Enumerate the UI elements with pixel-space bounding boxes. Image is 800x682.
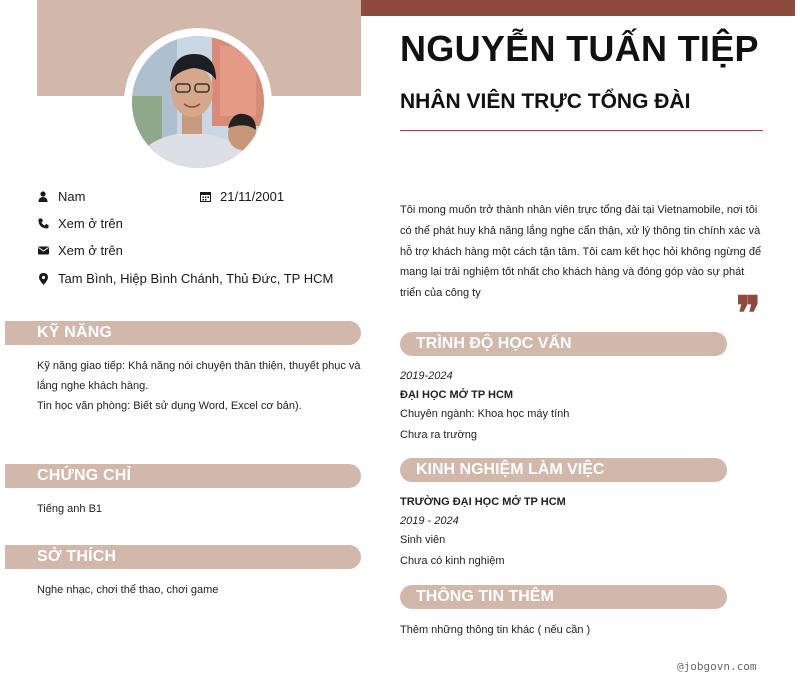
certificates-text: Tiếng anh B1 (37, 503, 103, 515)
envelope-icon (37, 245, 49, 257)
education-header (400, 332, 727, 356)
header-divider (400, 130, 763, 131)
certificates-header (5, 464, 361, 488)
experience-title: KINH NGHIỆM LÀM VIỆC (416, 461, 605, 478)
phone-row (37, 216, 123, 231)
experience-role: Sinh viên (400, 534, 446, 546)
skills-line: Kỹ năng giao tiếp: Khả năng nói chuyện thân thiện, thuyết phục và (37, 360, 361, 372)
birthdate-value: 21/11/2001 (220, 189, 285, 204)
candidate-position: NHÂN VIÊN TRỰC TỔNG ĐÀI (400, 90, 691, 113)
hobbies-header (5, 545, 361, 569)
person-icon (37, 191, 49, 203)
gender-value: Nam (58, 189, 86, 204)
skills-content (37, 356, 367, 416)
hobbies-text: Nghe nhạc, chơi thể thao, chơi game (37, 584, 219, 596)
candidate-name: NGUYỄN TUẤN TIỆP (400, 28, 759, 69)
skills-line: Tin học văn phòng: Biết sử dụng Word, Excel cơ bản). (37, 400, 302, 412)
experience-company: TRƯỜNG ĐẠI HỌC MỞ TP HCM (400, 496, 566, 508)
header-accent-bar (361, 0, 795, 16)
additional-info-header (400, 585, 727, 609)
skills-title: KỸ NĂNG (37, 324, 113, 341)
gender-row (37, 189, 85, 204)
address-value: Tam Bình, Hiệp Bình Chánh, Thủ Đức, TP HCM (58, 271, 334, 286)
phone-icon (37, 218, 49, 230)
birthdate-row (199, 189, 284, 204)
experience-header (400, 458, 727, 482)
education-major: Chuyên ngành: Khoa học máy tính (400, 408, 570, 420)
hobbies-title: SỞ THÍCH (37, 548, 117, 565)
experience-note: Chưa có kinh nghiệm (400, 555, 505, 567)
watermark: @jobgovn.com (677, 660, 757, 673)
additional-info-title: THÔNG TIN THÊM (416, 588, 554, 605)
email-row (37, 243, 123, 258)
avatar (132, 36, 264, 168)
quote-mark-icon: ❞ (736, 286, 761, 340)
address-row (37, 271, 333, 286)
education-years: 2019-2024 (400, 370, 453, 382)
map-pin-icon (37, 273, 49, 285)
avatar-photo (132, 36, 264, 168)
skills-header (5, 321, 361, 345)
certificates-title: CHỨNG CHỈ (37, 467, 132, 484)
skills-line: lắng nghe khách hàng. (37, 380, 149, 392)
education-title: TRÌNH ĐỘ HỌC VẤN (416, 335, 572, 352)
additional-info-text: Thêm những thông tin khác ( nếu cần ) (400, 624, 591, 636)
email-value: Xem ở trên (58, 243, 123, 258)
career-objective: Tôi mong muốn trở thành nhân viên trực tổng đài tại Vietnamobile, nơi tôi có thể phát huy khả năng lắng nghe cẩn thận, xử lý thông tin chính xác và hỗ trợ khách hàng một cách tận tâm. Tôi cam kết học hỏi không ngừng để mang lại trải nghiệm tốt nhất cho khách hàng và đóng góp vào sự phát triển của công ty (400, 204, 762, 300)
phone-value: Xem ở trên (58, 216, 123, 231)
education-status: Chưa ra trường (400, 429, 477, 441)
education-school: ĐẠI HỌC MỞ TP HCM (400, 389, 514, 401)
calendar-icon (199, 191, 211, 203)
experience-years: 2019 - 2024 (400, 515, 459, 527)
